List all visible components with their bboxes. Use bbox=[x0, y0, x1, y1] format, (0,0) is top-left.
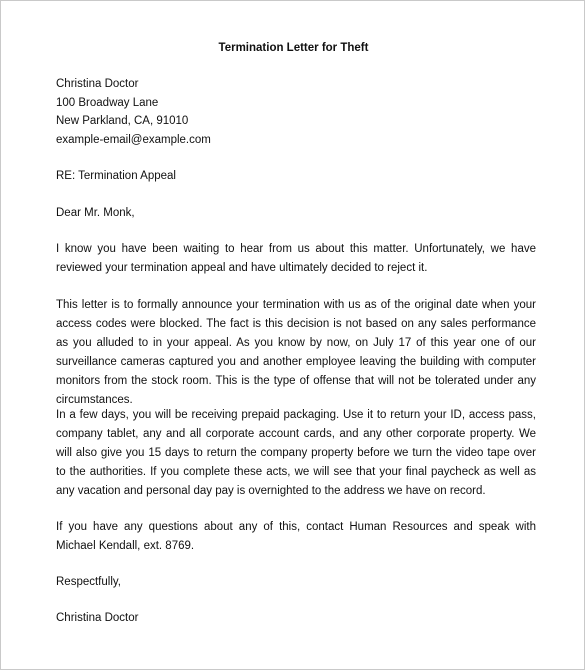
paragraph-4: If you have any questions about any of this, contact Human Resources and speak with Michael Kendall, ext. 8769. bbox=[56, 521, 536, 552]
letter-title: Termination Letter for Theft bbox=[218, 42, 369, 54]
paragraph-1: I know you have been waiting to hear from us about this matter. Unfortunately, we have reviewed your termination appeal and have ultimately decided to reject it. bbox=[56, 243, 536, 274]
sender-address-line2: New Parkland, CA, 91010 bbox=[56, 115, 189, 127]
subject-line: RE: Termination Appeal bbox=[56, 170, 176, 182]
salutation: Dear Mr. Monk, bbox=[56, 207, 135, 219]
sender-email: example-email@example.com bbox=[56, 134, 211, 146]
closing: Respectfully, bbox=[56, 576, 121, 588]
paragraph-2: This letter is to formally announce your termination with us as of the original date when your access codes were blocked. The fact is this decision is not based on any sales performance as you alluded to in your appeal. As you know by now, on July 17 of this year one of our surveillance cameras captured you and another employee leaving the building with computer monitors from the stock room. This is the type of offense that will not be tolerated under any circumstances. bbox=[56, 299, 536, 406]
paragraph-3: In a few days, you will be receiving prepaid packaging. Use it to return your ID, access pass, company tablet, any and all corporate account cards, and any other corporate property. We will also give you 15 days to return the company property before we turn the video tape over to the authorities. If you complete these acts, we will see that your final paycheck as well as any vacation and personal day pay is overnighted to the address we have on record. bbox=[56, 409, 536, 497]
sender-name: Christina Doctor bbox=[56, 78, 139, 90]
signature-name: Christina Doctor bbox=[56, 612, 139, 624]
sender-address-line1: 100 Broadway Lane bbox=[56, 97, 159, 109]
